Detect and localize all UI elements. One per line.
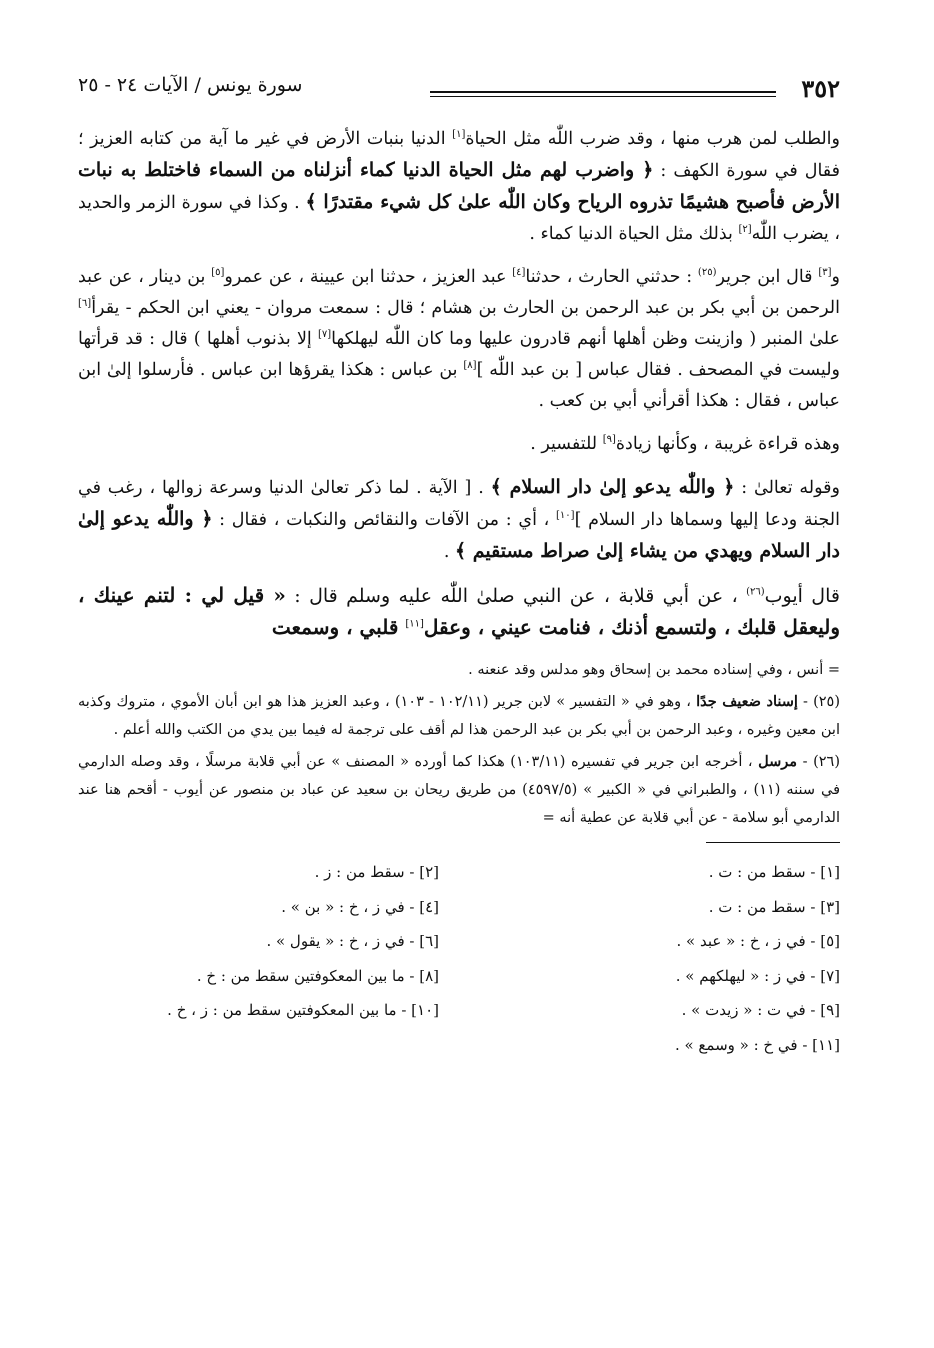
footnote-continuation: = أنس ، وفي إسناده محمد بن إسحاق وهو مدلس وقد عنعنه . [468, 662, 840, 678]
quran-verse: ﴿ واضرب لهم مثل الحياة الدنيا كماء أنزلناه من السماء فاختلط به نبات الأرض فأصبح هشيمًا تذروه الرياح وكان اللّٰه علىٰ كل شيء مقتدرًا ﴾ [78, 159, 841, 213]
variant-note: [٩] - في ت : « زيدت » . [681, 1001, 840, 1020]
variant-note: [٢] - سقط من : ز . [314, 863, 439, 881]
variant-note: [٥] - في ز ، خ : « عبد » . [676, 932, 840, 951]
footnotes [78, 656, 840, 832]
footnote-26: (٢٦) - مرسل ، أخرجه ابن جرير في تفسيره (١٠٣/١١) هكذا كما أورده « المصنف » عن أبي قلابة مرسلًا ، وقد وصله الدارمي في سننه (١١) ، والطبراني في « الكبير » (٤٥٩٧/٥) من طريق ريحان بن سعيد عن عباد بن منصور عن أيوب - أقحم هنا عند الدارمي أبو سلامة - عن أبي قلابة عن عطية أنه = [78, 753, 841, 826]
variant-note: [٦] - في ز ، خ : « يقول » . [266, 932, 439, 951]
running-title: سورة يونس / الآيات ٢٤ - ٢٥ [78, 74, 303, 96]
paragraph-4: وقوله تعالىٰ : ﴿ واللّٰه يدعو إلىٰ دار السلام ﴾ . [ الآية . لما ذكر تعالىٰ الدنيا وسرعة زوالها ، رغب في الجنة ودعا إليها وسماها دار السلام ][١٠] ، أي : من الآفات والنقائص والنكبات ، فقال : ﴿ واللّٰه يدعو إلىٰ دار السلام ويهدي من يشاء إلىٰ صراط مستقيم ﴾ . [78, 476, 841, 562]
paragraph-3: وهذه قراءة غريبة ، وكأنها زيادة[٩] للتفسير . [530, 434, 840, 454]
variant-note: [٨] - ما بين المعكوفتين سقط من : خ . [196, 966, 439, 985]
variant-note: [١] - سقط من : ت . [708, 863, 840, 881]
hadith-text: « قيل لي : لتنم عينك ، وليعقل قلبك ، ولتسمع أذنك ، فنامت عيني ، وعقل [78, 583, 840, 639]
quran-verse: ﴿ واللّٰه يدعو إلىٰ دار السلام ويهدي من يشاء إلىٰ صراط مستقيم ﴾ [78, 508, 840, 562]
footnote-25: (٢٥) - إسناد ضعيف جدًا ، وهو في « التفسير » لابن جرير (١٠٢/١١ - ١٠٣) ، وعبد العزيز هذا هو ابن أبان الأموي ، متروك وكذبه ابن معين وغيره ، وعبد الرحمن بن أبي بكر بن عبد الرحمن هذا لم أقف على ترجمة له فيما بين يدي من الكتب والله أعلم . [78, 693, 840, 738]
hadith-text: قلبي ، وسمعت [271, 615, 406, 639]
manuscript-variants [78, 855, 840, 1063]
variant-note: [١١] - في خ : « وسمع » . [674, 1035, 840, 1054]
running-header [78, 74, 840, 108]
footnote-divider [706, 842, 840, 843]
variant-note: [٧] - في ز : « ليهلكهم » . [675, 966, 840, 985]
quran-verse: ﴿ واللّٰه يدعو إلىٰ دار السلام ﴾ [490, 476, 735, 498]
header-rule [430, 91, 776, 93]
paragraph-1: والطلب لمن هرب منها ، وقد ضرب اللّٰه مثل الحياة[١] الدنيا بنبات الأرض في غير ما آية من كتابه العزيز ؛ فقال في سورة الكهف : ﴿ واضرب لهم مثل الحياة الدنيا كماء أنزلناه من السماء فاختلط به نبات الأرض فأصبح هشيمًا تذروه الرياح وكان اللّٰه علىٰ كل شيء مقتدرًا ﴾ . وكذا في سورة الزمر والحديد ، يضرب اللّٰه[٢] بذلك مثل الحياة الدنيا كماء . [78, 129, 841, 244]
paragraph-5: قال أيوب$^{(٢٦)}$ ، عن أبي قلابة ، عن النبي صلىٰ اللّٰه عليه وسلم قال : « قيل لي : لتنم عينك ، وليعقل قلبك ، ولتسمع أذنك ، فنامت عيني ، وعقل[١١] قلبي ، وسمعت [78, 583, 840, 639]
variant-note: [٣] - سقط من : ت . [708, 897, 840, 916]
book-page [78, 74, 840, 1063]
variant-note: [١٠] - ما بين المعكوفتين سقط من : ز ، خ . [167, 1001, 439, 1020]
variant-note: [٤] - في ز ، خ : « بن » . [281, 897, 439, 916]
page-number: ٣٥٢ [801, 74, 840, 103]
paragraph-2: و[٣] قال ابن جرير$^{(٢٥)}$ : حدثني الحارث ، حدثنا[٤] عبد العزيز ، حدثنا ابن عيينة ، عن عمرو[٥] بن دينار ، عن عبد الرحمن بن أبي بكر بن عبد الرحمن بن الحارث بن هشام ؛ قال : سمعت مروان - يعني ابن الحكم - يقرأ[٦] علىٰ المنبر ( وازينت وظن أهلها أنهم قادرون عليها وما كان اللّٰه ليهلكها[٧] إلا بذنوب أهلها ) قال : قد قرأتها وليست في المصحف . فقال عباس [ بن عبد اللّٰه ][٨] بن عباس : هكذا يقرؤها ابن عباس . فأرسلوا إلىٰ ابن عباس ، فقال : هكذا أقرأني أبي بن كعب . [78, 267, 840, 411]
